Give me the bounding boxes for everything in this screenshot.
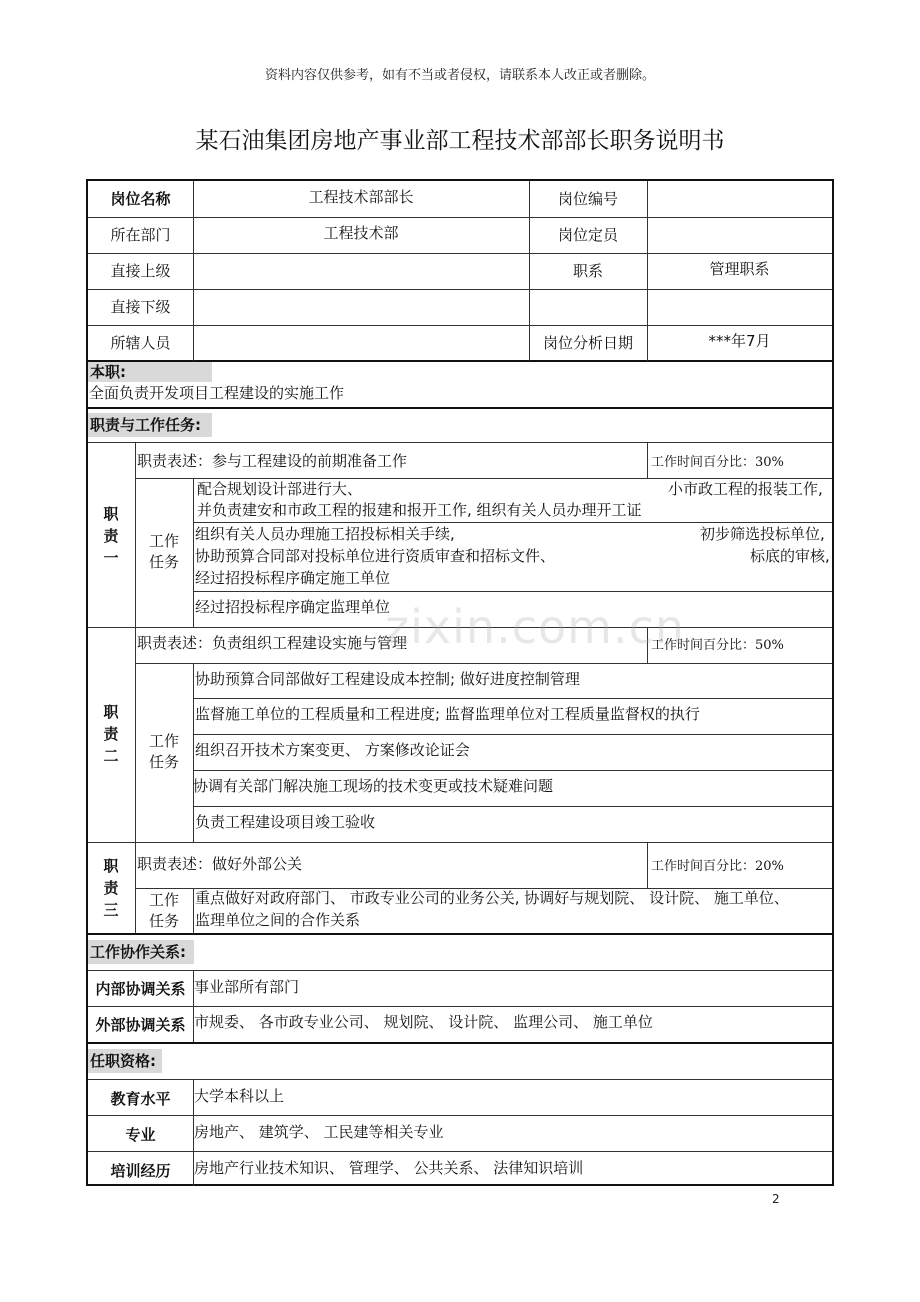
row-divider [88,442,832,443]
row-divider [88,289,832,290]
coop-label: 工作协作关系: [88,940,194,964]
row-divider [88,970,832,971]
page-number: 2 [772,1192,780,1206]
subordinate-label: 直接下级 [110,298,171,316]
resp1-task2-a: 组织有关人员办理施工招投标相关手续, [195,525,455,543]
page-title: 某石油集团房地产事业部工程技术部部长职务说明书 [195,128,725,154]
resp2-desc: 职责表述：负责组织工程建设实施与管理 [137,634,408,652]
dept-value: 工程技术部 [323,224,399,242]
row-divider [193,522,832,523]
row-divider [135,663,832,664]
row-divider [88,1115,832,1116]
resp2-task4: 协调有关部门解决施工现场的技术变更或技术疑难问题 [193,777,554,795]
external-label: 外部协调关系 [95,1016,186,1034]
resp1-task1-c: 并负责建安和市政工程的报建和报开工作, 组织有关人员办理开工证 [197,501,642,519]
resp2-task5: 负责工程建设项目竣工验收 [195,813,376,831]
col-divider [193,181,194,361]
resp1-task1-b: 小市政工程的报装工作, [668,480,823,498]
col-divider [647,442,648,478]
internal-value: 事业部所有部门 [194,978,300,996]
resp2-label: 职 责 二 [103,703,119,765]
row-divider [88,1151,832,1152]
row-divider [88,253,832,254]
external-value: 市规委、 各市政专业公司、 规划院、 设计院、 监理公司、 施工单位 [194,1013,653,1031]
col-divider [135,442,136,842]
quota-label: 岗位定员 [557,226,618,244]
series-label: 职系 [572,262,603,280]
row-divider [193,698,832,699]
resp1-task2-c: 协助预算合同部对投标单位进行资质审查和招标文件、 [195,547,556,565]
resp1-task-label: 工作 任务 [148,532,179,571]
job-description-table [86,179,834,1186]
series-value: 管理职系 [709,260,770,278]
row-divider [88,1079,832,1080]
watermark: zixin.com.cn [384,600,686,654]
date-label: 岗位分析日期 [542,334,633,352]
edu-label: 教育水平 [110,1090,171,1108]
resp3-desc: 职责表述：做好外部公关 [137,855,303,873]
resp2-task3: 组织召开技术方案变更、 方案修改论证会 [195,741,470,759]
section-divider [88,933,832,935]
resp3-time: 工作时间百分比：20% [651,859,784,874]
resp3-task1-b: 监理单位之间的合作关系 [195,911,361,929]
qual-label: 任职资格: [88,1049,162,1073]
row-divider [88,1006,832,1007]
row-divider [193,770,832,771]
train-label: 培训经历 [110,1162,171,1180]
major-label: 专业 [125,1126,156,1144]
staff-label: 所辖人员 [110,334,171,352]
post-no-label: 岗位编号 [557,190,618,208]
duty-label: 本职: [88,362,212,382]
post-name-value: 工程技术部部长 [308,188,414,206]
row-divider [88,325,832,326]
col-divider [193,478,194,627]
post-name-label: 岗位名称 [110,190,171,208]
resp1-task2-b: 初步筛选投标单位, [700,525,825,543]
row-divider [193,806,832,807]
resp1-task2-e: 经过招投标程序确定施工单位 [195,569,391,587]
internal-label: 内部协调关系 [95,980,186,998]
row-divider [88,842,832,843]
resp2-task1: 协助预算合同部做好工程建设成本控制; 做好进度控制管理 [195,670,580,688]
col-divider [647,842,648,888]
row-divider [193,734,832,735]
date-value: ***年7月 [708,332,771,350]
resp2-task2: 监督施工单位的工程质量和工程进度; 监督监理单位对工程质量监督权的执行 [195,705,700,723]
major-value: 房地产、 建筑学、 工民建等相关专业 [194,1123,444,1141]
resp1-task3: 经过招投标程序确定监理单位 [195,598,391,616]
section-divider [88,1042,832,1044]
col-divider [193,663,194,842]
resp1-desc: 职责表述：参与工程建设的前期准备工作 [137,452,408,470]
edu-value: 大学本科以上 [194,1087,285,1105]
resp1-time: 工作时间百分比：30% [651,455,784,470]
resp1-task1-a: 配合规划设计部进行大、 [197,480,363,498]
resp3-task-label: 工作 任务 [148,891,179,930]
duty-text: 全面负责开发项目工程建设的实施工作 [89,384,345,402]
col-divider [193,888,194,933]
disclaimer: 资料内容仅供参考，如有不当或者侵权，请联系本人改正或者删除。 [264,68,655,83]
resp1-label: 职 责 一 [103,505,119,567]
resp1-task2-d: 标底的审核, [750,547,830,565]
section-divider [88,407,832,409]
row-divider [88,217,832,218]
resp2-time: 工作时间百分比：50% [651,638,784,653]
superior-label: 直接上级 [110,262,171,280]
train-value: 房地产行业技术知识、 管理学、 公共关系、 法律知识培训 [194,1159,584,1177]
resp-section-label: 职责与工作任务: [88,413,212,437]
resp2-task-label: 工作 任务 [148,732,179,771]
resp3-task1-a: 重点做好对政府部门、 市政专业公司的业务公关, 协调好与规划院、 设计院、 施工单位、 [195,889,789,907]
resp3-label: 职 责 三 [103,857,119,919]
dept-label: 所在部门 [110,226,171,244]
row-divider [193,591,832,592]
